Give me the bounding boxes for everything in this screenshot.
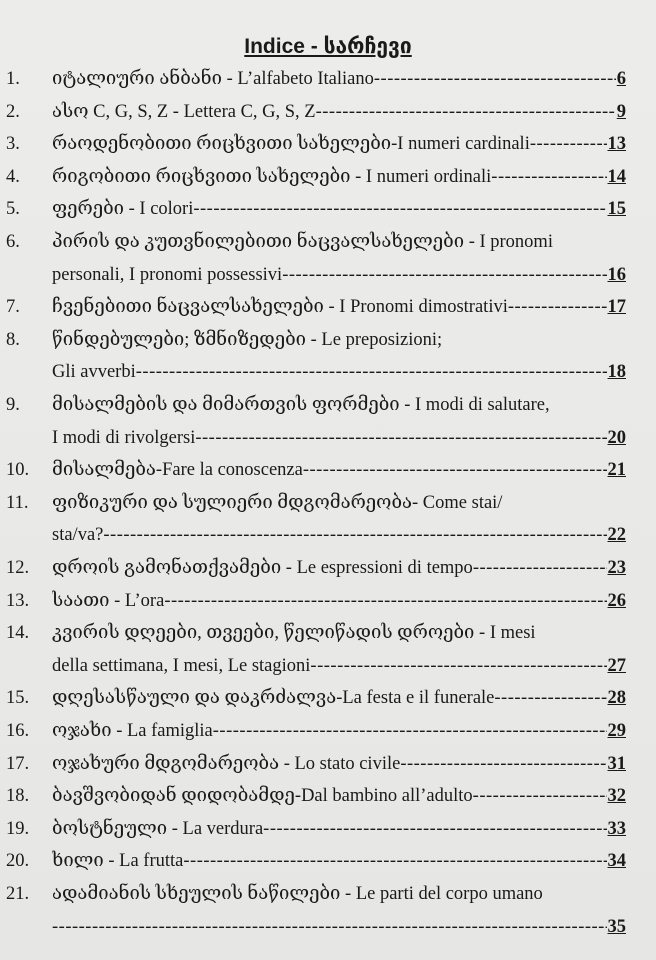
toc-entry-number: 8. — [6, 329, 20, 350]
toc-entry-title: დროის გამონათქვამები - Le espressioni di tempo — [52, 558, 473, 578]
toc-entry-title: ბავშვობიდან დიდობამდე-Dal bambino all’adulto — [52, 786, 473, 807]
toc-entry-line — [52, 718, 626, 744]
toc-entry-title: პირის და კუთვნილებითი ნაცვალსახელები - I pronomi — [52, 232, 553, 252]
toc-entry-line — [52, 751, 626, 777]
toc-entry-title: personali, I pronomi possessivi — [52, 264, 283, 285]
toc-entry — [0, 718, 656, 751]
toc-entry-line — [52, 294, 626, 320]
toc-entry-number: 21. — [6, 884, 30, 904]
toc-entry-line — [52, 99, 626, 125]
toc-entry-title: საათი - L’ora — [52, 590, 165, 611]
dot-leader — [263, 816, 606, 842]
toc-entry-number: 1. — [6, 69, 20, 89]
page-title: Indice - სარჩევი — [244, 35, 412, 58]
toc-page-number: 34 — [607, 851, 626, 872]
toc-page-number: 6 — [616, 69, 626, 89]
toc-entry-number: 11. — [6, 492, 29, 513]
toc-entry — [0, 881, 656, 946]
toc-entry-line — [52, 881, 626, 907]
toc-entry-number: 14. — [6, 623, 30, 644]
toc-page-number: 17 — [607, 297, 626, 318]
toc-entry-number: 13. — [6, 590, 30, 611]
dot-leader — [195, 425, 606, 451]
toc-entry — [0, 131, 656, 164]
toc-page-number: 15 — [607, 199, 626, 220]
toc-entry-title: წინდებულები; ზმნიზედები - Le preposizioni; — [52, 329, 443, 350]
dot-leader — [136, 359, 607, 385]
toc-entry-line — [52, 620, 626, 646]
toc-entry-title: ოჯახური მდგომარეობა - Lo stato civile — [52, 753, 401, 774]
toc-page-number: 28 — [607, 688, 626, 709]
toc-page-number: 13 — [607, 134, 626, 155]
toc-entry-line — [52, 359, 626, 385]
toc-entry-number: 15. — [6, 688, 30, 709]
toc-entry-line — [52, 327, 626, 353]
toc-entry — [0, 164, 656, 197]
toc-entry-number: 3. — [6, 134, 20, 155]
toc-entry-title: მისალმების და მიმართვის ფორმები - I modi di salutare, — [52, 395, 550, 415]
toc-entry — [0, 555, 656, 588]
toc-entry-line — [52, 457, 626, 483]
toc-entry-line — [52, 164, 626, 190]
toc-entry-title: ადამიანის სხეულის ნაწილები - Le parti del corpo umano — [52, 884, 543, 904]
dot-leader — [193, 196, 606, 222]
toc-page-number: 20 — [607, 427, 626, 448]
toc-entry-title: კვირის დღეები, თვეები, წელიწადის დროები - I mesi — [52, 623, 536, 644]
toc-entry — [0, 751, 656, 784]
toc-page-number: 33 — [607, 818, 626, 839]
toc-entry — [0, 196, 656, 229]
toc-entry-number: 4. — [6, 166, 20, 187]
toc-entry-title: della settimana, I mesi, Le stagioni — [52, 655, 311, 676]
toc-entry-line — [52, 555, 626, 581]
dot-leader — [183, 848, 606, 874]
toc-page-number: 31 — [607, 753, 626, 774]
toc-entry-line — [52, 816, 626, 842]
toc-page-number: 23 — [607, 558, 626, 578]
toc-entry — [0, 66, 656, 99]
toc-page-number: 27 — [607, 655, 626, 676]
toc-entry — [0, 685, 656, 718]
dot-leader — [52, 914, 607, 940]
toc-entry-title: მისალმება-Fare la conoscenza — [52, 460, 303, 481]
toc-entry-number: 16. — [6, 721, 30, 741]
toc-entry-number: 17. — [6, 753, 30, 774]
dot-leader — [494, 685, 606, 711]
toc-entry-title: sta/va? — [52, 525, 104, 546]
toc-entry-line — [52, 425, 626, 451]
toc-entry-title: იტალიური ანბანი - L’alfabeto Italiano — [52, 69, 374, 89]
toc-entry-line — [52, 490, 626, 516]
toc-entry-title: ბოსტნეული - La verdura — [52, 818, 264, 839]
toc-page-number: 16 — [607, 264, 626, 285]
toc-entry-title: ფიზიკური და სულიერი მდგომარეობა- Come stai/ — [52, 492, 503, 513]
dot-leader — [508, 294, 607, 320]
toc-entry-title: ჩვენებითი ნაცვალსახელები - I Pronomi dimostrativi — [52, 297, 508, 318]
toc-entry-number: 20. — [6, 851, 30, 872]
dot-leader — [103, 522, 606, 548]
toc-entry — [0, 294, 656, 327]
toc-entry — [0, 457, 656, 490]
dot-leader — [473, 555, 607, 581]
dot-leader — [530, 131, 607, 157]
toc-entry-line — [52, 653, 626, 679]
dot-leader — [400, 751, 606, 777]
toc-entry-title: რაოდენობითი რიცხვითი სახელები-I numeri cardinali — [52, 134, 530, 155]
toc-entry-title: ხილი - La frutta — [52, 851, 184, 872]
toc-entry — [0, 392, 656, 457]
toc-entry-title: ოჯახი - La famiglia — [52, 721, 213, 741]
toc-entry — [0, 816, 656, 849]
toc-entry-line — [52, 685, 626, 711]
toc-entry-line — [52, 262, 626, 288]
toc-entry-title: რიგობითი რიცხვითი სახელები - I numeri ordinali — [52, 166, 492, 187]
toc-entry-line — [52, 131, 626, 157]
dot-leader — [316, 99, 616, 125]
toc-entry-title: Gli avverbi — [52, 362, 136, 383]
dot-leader — [374, 66, 616, 92]
toc-entry-number: 18. — [6, 786, 30, 807]
toc-entry-number: 5. — [6, 199, 20, 220]
dot-leader — [473, 783, 607, 809]
toc-page-number: 14 — [607, 166, 626, 187]
toc-entry-line — [52, 522, 626, 548]
toc-page-number: 21 — [607, 460, 626, 481]
toc-entry-line — [52, 392, 626, 418]
toc-entry-line — [52, 229, 626, 255]
toc-entry — [0, 229, 656, 294]
toc-entry — [0, 588, 656, 621]
toc-entry — [0, 490, 656, 555]
toc-entry — [0, 848, 656, 881]
dot-leader — [303, 457, 607, 483]
toc-entry-number: 9. — [6, 395, 20, 415]
dot-leader — [213, 718, 607, 744]
toc-entry-number: 7. — [6, 297, 20, 318]
dot-leader — [310, 653, 606, 679]
toc-entry-number: 12. — [6, 558, 30, 578]
toc-entry-line — [52, 66, 626, 92]
toc-page-number: 32 — [607, 786, 626, 807]
toc-entry-number: 6. — [6, 232, 20, 252]
toc-entry-number: 10. — [6, 460, 30, 481]
toc-entry-line — [52, 848, 626, 874]
toc-entry-line — [52, 783, 626, 809]
toc-entry-number: 2. — [6, 101, 20, 122]
toc-entry — [0, 620, 656, 685]
toc-entry — [0, 783, 656, 816]
dot-leader — [491, 164, 606, 190]
toc-entry-title: დღესასწაული და დაკრძალვა-La festa e il funerale — [52, 688, 495, 709]
toc-page-number: 26 — [607, 590, 626, 611]
dot-leader — [282, 262, 606, 288]
toc-page-number: 29 — [607, 721, 626, 741]
toc-page-number: 35 — [607, 916, 626, 937]
toc-entry-title: ფერები - I colori — [52, 199, 194, 220]
toc-entry-title: I modi di rivolgersi — [52, 427, 196, 448]
toc-entry-title: ასო C, G, S, Z - Lettera C, G, S, Z — [52, 101, 316, 122]
toc-entry-number: 19. — [6, 818, 30, 839]
toc-entry-line — [52, 196, 626, 222]
dot-leader — [164, 588, 606, 614]
toc-entry — [0, 99, 656, 132]
toc-entry-line — [52, 588, 626, 614]
toc-page-number: 22 — [607, 525, 626, 546]
toc-page-number: 9 — [616, 101, 626, 122]
toc-page-number: 18 — [607, 362, 626, 383]
toc-entry-line — [52, 914, 626, 940]
toc-entry — [0, 327, 656, 392]
